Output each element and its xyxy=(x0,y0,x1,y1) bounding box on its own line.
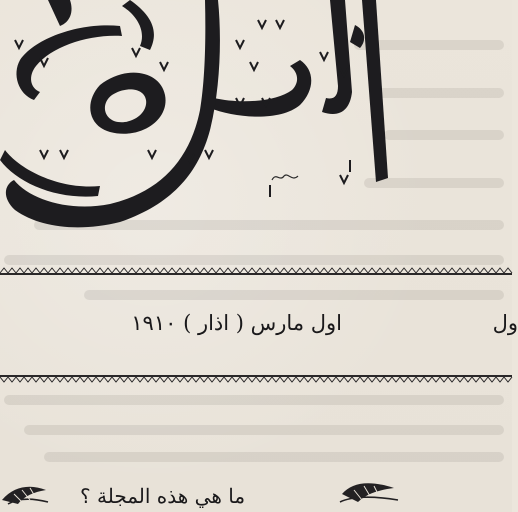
leaf-ornament-icon xyxy=(338,480,400,510)
masthead-calligraphy-logo xyxy=(0,0,400,235)
decorative-rule-bottom xyxy=(0,372,512,384)
issue-date: اول مارس ( اذار ) ١٩١٠ xyxy=(131,311,342,335)
leaf-ornament-icon xyxy=(0,480,52,510)
decorative-rule-top xyxy=(0,266,512,278)
dateline xyxy=(0,307,518,347)
calligrapher-signature xyxy=(270,170,300,187)
article-heading-row xyxy=(0,478,512,512)
article-heading: ما هي هذه المجلة ؟ xyxy=(80,484,246,508)
dateline-edge-fragment: ول xyxy=(492,311,518,335)
